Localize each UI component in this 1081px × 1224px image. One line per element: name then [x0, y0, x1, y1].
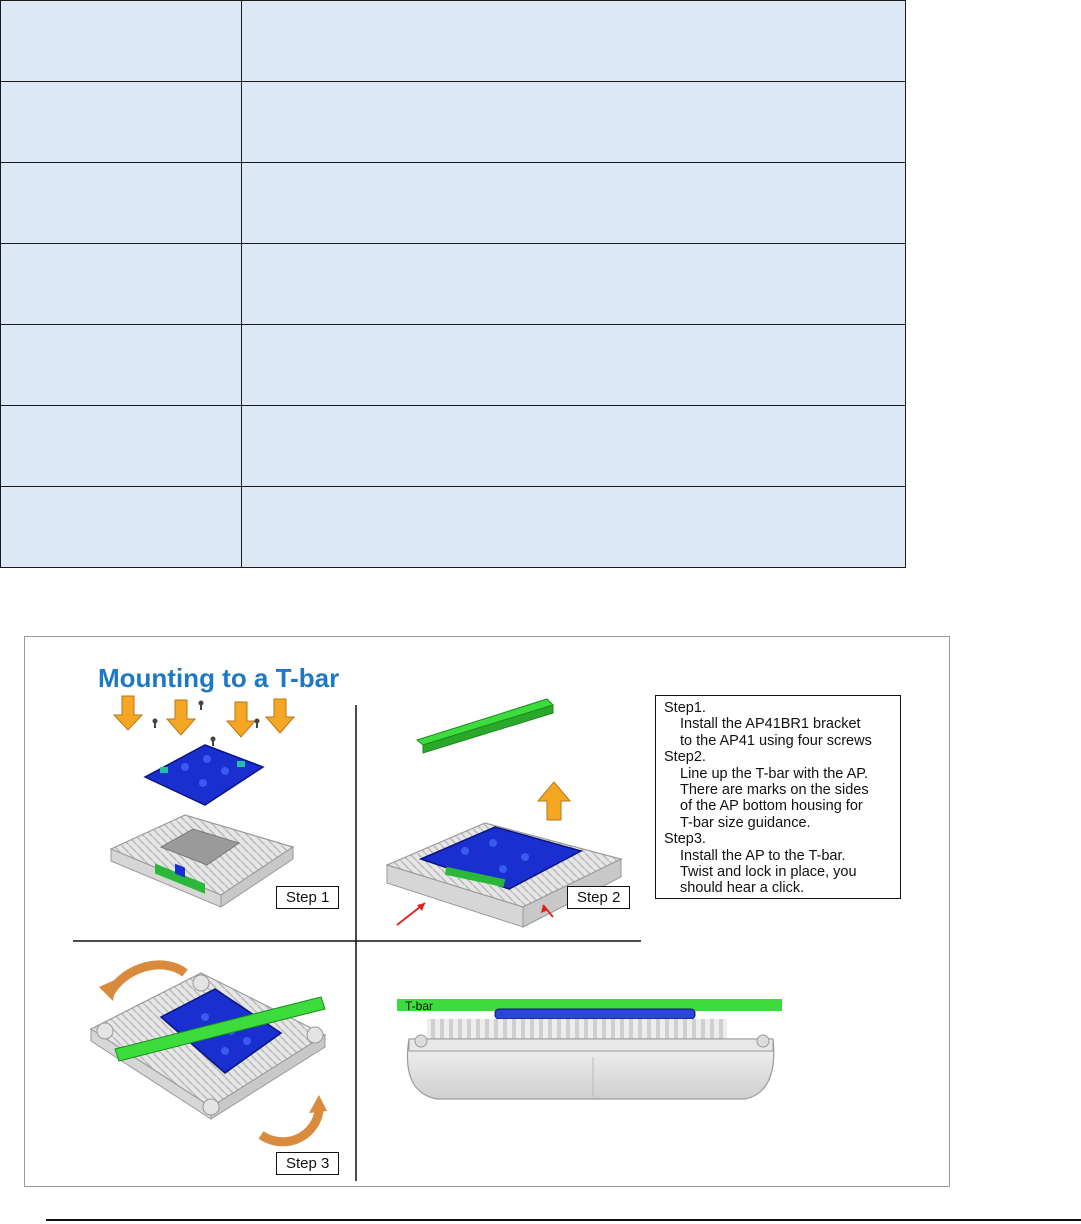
instructions-box [655, 695, 901, 899]
step1-label: Step 1 [276, 886, 339, 909]
tbar-rail [417, 699, 553, 745]
table-cell-value [242, 82, 906, 163]
table-cell-label [1, 163, 242, 244]
tbar-label: T-bar [405, 999, 434, 1013]
side-view-illustration [397, 999, 782, 1099]
down-arrow-icons [114, 696, 294, 737]
bracket-plate [145, 745, 263, 805]
up-arrow-icon [538, 782, 570, 820]
table-cell-label [1, 406, 242, 487]
table-cell-value [242, 406, 906, 487]
table-row [1, 82, 906, 163]
rotate-arrow-icon [261, 1111, 319, 1142]
table-cell-value [242, 163, 906, 244]
instruction-line: Line up the T-bar with the AP. [680, 765, 869, 782]
table-row [1, 487, 906, 568]
table-row [1, 406, 906, 487]
step1-illustration [111, 696, 294, 907]
instruction-line: Install the AP41BR1 bracket [680, 716, 861, 733]
table-cell-label [1, 244, 242, 325]
step3-label: Step 3 [276, 1152, 339, 1175]
instruction-line: There are marks on the sides [680, 782, 869, 799]
table-row [1, 244, 906, 325]
step3-illustration [91, 965, 327, 1142]
table-cell-value [242, 244, 906, 325]
table-cell-label [1, 1, 242, 82]
table-row [1, 1, 906, 82]
instruction-heading: Step1. [664, 700, 706, 716]
instruction-line: Install the AP to the T-bar. [680, 847, 846, 864]
instruction-heading: Step2. [664, 749, 706, 766]
table-cell-label [1, 325, 242, 406]
table-row [1, 325, 906, 406]
table-row [1, 163, 906, 244]
table-cell-label [1, 82, 242, 163]
table-cell-value [242, 487, 906, 568]
instruction-line: of the AP bottom housing for [680, 798, 863, 815]
figure-title: Mounting to a T-bar [98, 663, 340, 693]
table-cell-label [1, 487, 242, 568]
table-cell-value [242, 325, 906, 406]
table-cell-value [242, 1, 906, 82]
instruction-line: should hear a click. [680, 880, 805, 897]
footer-rule [46, 1219, 1081, 1221]
instruction-heading: Step3. [664, 831, 706, 848]
instruction-line: to the AP41 using four screws [680, 732, 872, 749]
spec-table [0, 0, 906, 568]
instruction-line: T-bar size guidance. [680, 814, 811, 831]
instruction-line: Twist and lock in place, you [680, 864, 857, 881]
mounting-figure [24, 636, 950, 1187]
step2-label: Step 2 [567, 886, 630, 909]
